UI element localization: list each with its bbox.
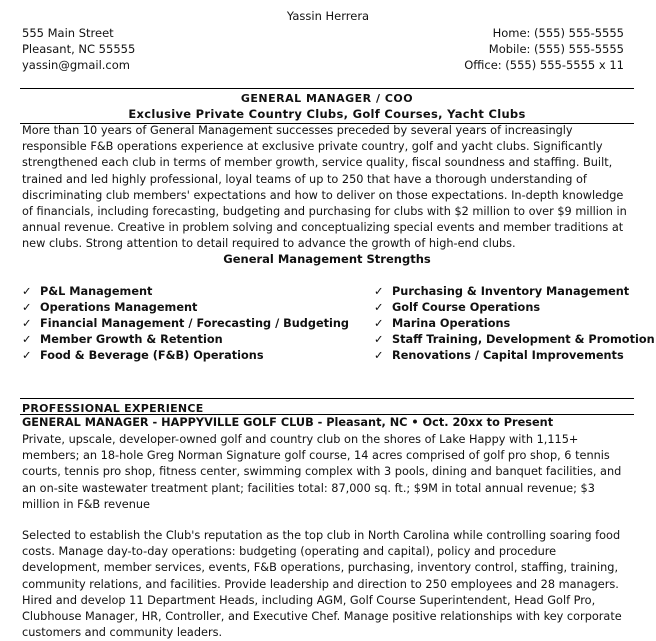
home-phone: Home: (555) 555-5555 bbox=[492, 26, 624, 40]
club-description: Private, upscale, developer-owned golf and country club on the shores of Lake Happy with 1,115+ members; an 18-hole Greg Norman Signature golf course, 14 acres comprised of golf pro shop, 6 tennis courts, tennis pro shop, fitness center, swimming complex with 3 pools, dining and banquet facilities, and an on-site wastewater treatment plant; facilities total: 87,000 sq. ft.; $9M in total annual revenue; $3 million in F&B revenue bbox=[22, 433, 622, 511]
strength-item: ✓ Food & Beverage (F&B) Operations bbox=[22, 349, 264, 362]
strength-item: ✓ P&L Management bbox=[22, 285, 153, 298]
strength-item: ✓ Renovations / Capital Improvements bbox=[374, 349, 624, 362]
strength-item: ✓ Marina Operations bbox=[374, 317, 511, 330]
strength-item: ✓ Staff Training, Development & Promotion bbox=[374, 333, 655, 346]
strengths-list-right bbox=[374, 284, 655, 364]
contact-phone-block bbox=[464, 25, 624, 73]
experience-heading: PROFESSIONAL EXPERIENCE bbox=[22, 402, 204, 415]
header-divider bbox=[20, 88, 634, 89]
strengths-heading: General Management Strengths bbox=[223, 252, 431, 266]
job-title-line: GENERAL MANAGER - HAPPYVILLE GOLF CLUB - Pleasant, NC • Oct. 20xx to Present bbox=[22, 416, 554, 429]
city-state-zip: Pleasant, NC 55555 bbox=[22, 42, 136, 56]
section-divider bbox=[20, 398, 634, 399]
strength-item: ✓ Purchasing & Inventory Management bbox=[374, 285, 630, 298]
strengths-list-left bbox=[22, 284, 349, 364]
mobile-phone: Mobile: (555) 555-5555 bbox=[488, 42, 624, 56]
headline-subtitle: Exclusive Private Country Clubs, Golf Courses, Yacht Clubs bbox=[128, 107, 526, 121]
strength-item: ✓ Golf Course Operations bbox=[374, 301, 541, 314]
checkmark-icon: ✓ bbox=[374, 333, 384, 346]
strength-item: ✓ Member Growth & Retention bbox=[22, 333, 223, 346]
checkmark-icon: ✓ bbox=[22, 333, 32, 346]
checkmark-icon: ✓ bbox=[374, 349, 384, 362]
contact-address-block bbox=[22, 25, 135, 73]
summary-paragraph: More than 10 years of General Management successes preceded by several years of increasingly responsible F&B operations experience at exclusive private country, golf and yacht clubs. Significantly strengthened each club in terms of member growth, service quality, fiscal soundness and staffing. Built, trained and led highly professional, loyal teams of up to 250 that have a thorough understanding of discriminating club members' expectations and how to deliver on those expectations. In-depth knowledge of financials, including forecasting, budgeting and purchasing for clubs with $2 million to over $9 million in annual revenue. Creative in problem solving and conceptualizing special events and member traditions at new clubs. Strong attention to detail required to advance the growth of high-end clubs. bbox=[22, 124, 627, 251]
experience-heading-underline bbox=[20, 414, 634, 415]
email-address: yassin@gmail.com bbox=[22, 58, 130, 72]
checkmark-icon: ✓ bbox=[374, 301, 384, 314]
checkmark-icon: ✓ bbox=[22, 301, 32, 314]
checkmark-icon: ✓ bbox=[374, 285, 384, 298]
checkmark-icon: ✓ bbox=[22, 285, 32, 298]
office-phone: Office: (555) 555-5555 x 11 bbox=[464, 58, 624, 72]
strength-item: ✓ Operations Management bbox=[22, 301, 198, 314]
checkmark-icon: ✓ bbox=[22, 317, 32, 330]
headline-title: GENERAL MANAGER / COO bbox=[240, 92, 414, 105]
role-description: Selected to establish the Club's reputation as the top club in North Carolina while controlling soaring food costs. Manage day-to-day operations: budgeting (operating and capital), policy and procedure development, member services, events, F&B operations, purchasing, inventory control, staffing, training, community relations, and facilities. Provide leadership and direction to 250 employees and 28 managers. Hired and develop 11 Department Heads, including AGM, Golf Course Superintendent, Head Golf Pro, Clubhouse Manager, HR, Controller, and Executive Chef. Manage positive relationships with key corporate customers and community leaders. bbox=[22, 529, 622, 640]
checkmark-icon: ✓ bbox=[22, 349, 32, 362]
street-address: 555 Main Street bbox=[22, 26, 114, 40]
strength-item: ✓ Financial Management / Forecasting / Budgeting bbox=[22, 317, 350, 330]
checkmark-icon: ✓ bbox=[374, 317, 384, 330]
candidate-name: Yassin Herrera bbox=[286, 9, 370, 23]
